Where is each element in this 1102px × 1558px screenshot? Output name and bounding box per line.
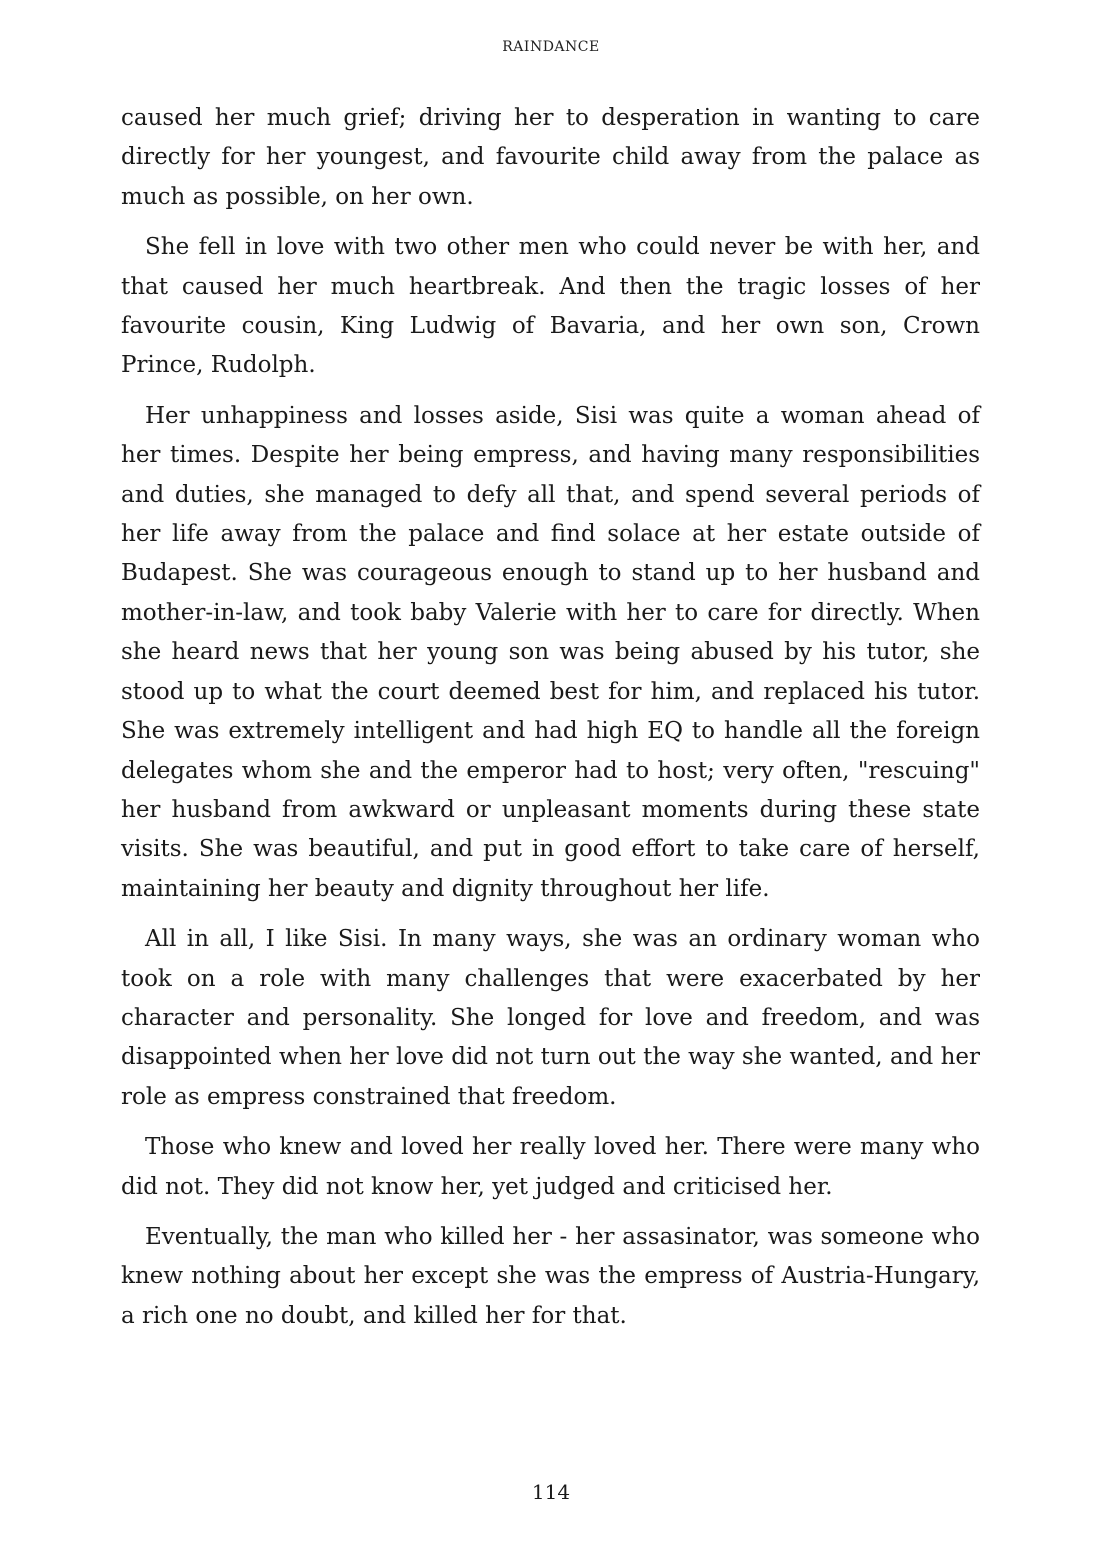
running-header: RAINDANCE <box>502 39 600 55</box>
paragraph-continued: caused her much grief; driving her to desperation in wanting to care directly for her youngest, and favourite child away from the palace as much as possible, on her own. <box>121 105 980 210</box>
paragraph: Her unhappiness and losses aside, Sisi was quite a woman ahead of her times. Despite her being empress, and having many responsibilities and duties, she managed to defy all that, and spend several periods of her life away from the palace and find solace at her estate outside of Budapest. She was courageous enough to stand up to her husband and mother-in-law, and took baby Valerie with her to care for directly. When she heard news that her young son was being abused by his tutor, she stood up to what the court deemed best for him, and replaced his tutor. She was extremely intelligent and had high EQ to handle all the foreign delegates whom she and the emperor had to host; very often, "rescuing" her husband from awkward or unpleasant moments during these state visits. She was beautiful, and put in good effort to take care of herself, maintaining her beauty and dignity throughout her life. <box>121 402 980 902</box>
paragraph: Eventually, the man who killed her - her assasinator, was someone who knew nothing about her except she was the empress of Austria-Hungary, a rich one no doubt, and killed her for that. <box>121 1223 980 1329</box>
body-text <box>121 99 980 1347</box>
paragraph: Those who knew and loved her really loved her. There were many who did not. They did not know her, yet judged and criticised her. <box>121 1134 980 1200</box>
paragraph: All in all, I like Sisi. In many ways, she was an ordinary woman who took on a role with many challenges that were exacerbated by her character and personality. She longed for love and freedom, and was disappointed when her love did not turn out the way she wanted, and her role as empress constrained that freedom. <box>121 926 980 1110</box>
page-number: 114 <box>531 1480 571 1504</box>
paragraph: She fell in love with two other men who could never be with her, and that caused her much heartbreak. And then the tragic losses of her favourite cousin, King Ludwig of Bavaria, and her own son, Crown Prince, Rudolph. <box>121 234 980 379</box>
